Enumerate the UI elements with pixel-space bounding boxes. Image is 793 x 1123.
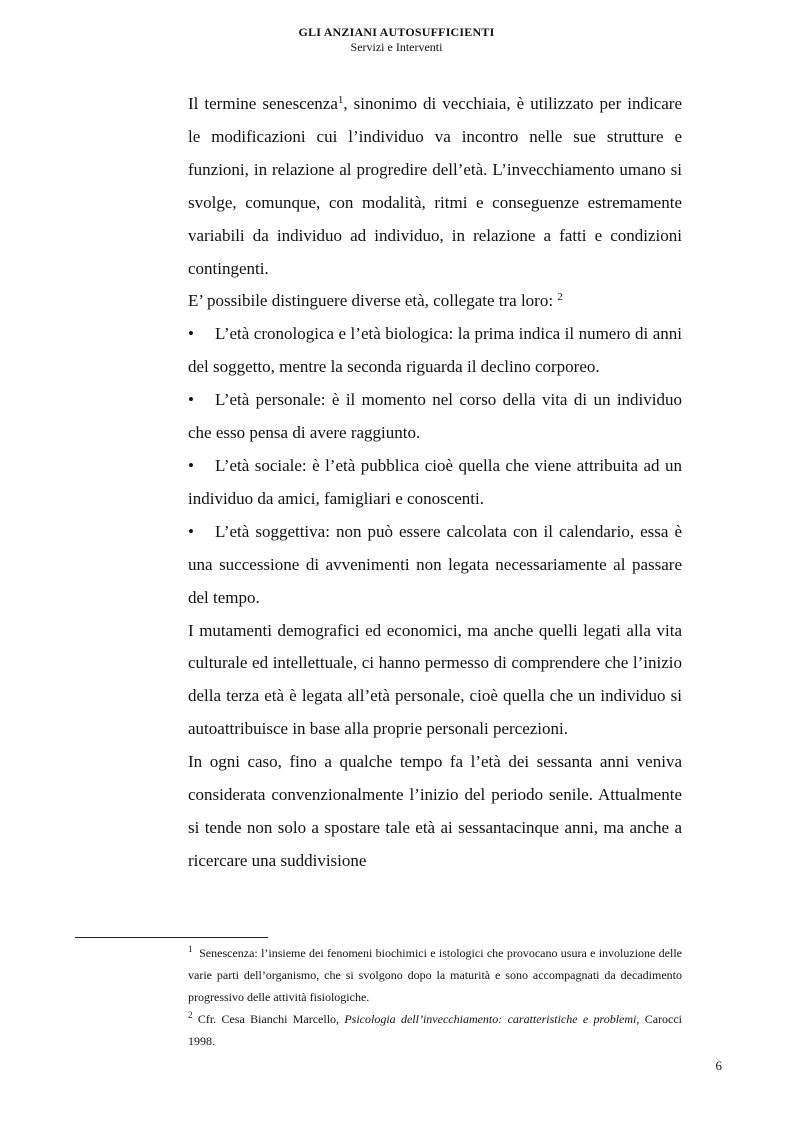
- footnote-book-title: Psicologia dell’invecchiamento: caratteristiche e problemi: [344, 1012, 637, 1026]
- paragraph-sessanta: In ogni caso, fino a qualche tempo fa l’età dei sessanta anni veniva considerata convenzionalmente l’inizio del periodo senile. Attualmente si tende non solo a spostare tale età ai sessantacinque anni, ma anche a ricercare una suddivisione: [188, 752, 682, 870]
- footnote-2: [188, 1008, 682, 1052]
- paragraph-intro-list: [188, 285, 682, 318]
- paragraph-senescenza: [188, 88, 682, 285]
- footnote-ref-1: 1: [337, 94, 344, 106]
- footnote-divider: [75, 937, 268, 938]
- list-item-text: L’età soggettiva: non può essere calcolata con il calendario, essa è una successione di avvenimenti non legata necessariamente al passare del tempo.: [188, 521, 682, 607]
- header-subtitle: Servizi e Interventi: [350, 40, 443, 54]
- footnote-marker: 2: [188, 1010, 193, 1020]
- footnotes: [188, 942, 682, 1052]
- paragraph-text: , sinonimo di vecchiaia, è utilizzato per indicare le modificazioni cui l’individuo va incontro nelle sue strutture e funzioni, in relazione al progredire dell’età. L’invecchiamento umano si svolge, comunque, con modalità, ritmi e conseguenze estremamente variabili da individuo ad individuo, in relazione a fatti e condizioni contingenti.: [188, 94, 682, 278]
- bullet-icon: •: [188, 324, 194, 344]
- footnote-text: , Carocci 1998.: [188, 1012, 683, 1048]
- running-header: [0, 25, 793, 54]
- list-item: [188, 384, 682, 450]
- main-text: [188, 88, 682, 878]
- paragraph-mutamenti: I mutamenti demografici ed economici, ma anche quelli legati alla vita culturale ed intellettuale, ci hanno permesso di comprendere che l’inizio della terza età è legata all’età personale, cioè quella che un individuo si autoattribuisce in base alla proprie personali percezioni.: [188, 620, 682, 739]
- footnote-ref-2: 2: [557, 291, 563, 304]
- list-item-text: L’età personale: è il momento nel corso della vita di un individuo che esso pensa di avere raggiunto.: [188, 390, 682, 443]
- list-item-text: L’età sociale: è l’età pubblica cioè quella che viene attribuita ad un individuo da amici, famigliari e conoscenti.: [188, 455, 682, 508]
- list-item: [188, 516, 682, 615]
- footnote-marker: 1: [188, 944, 193, 954]
- list-item: [188, 450, 682, 516]
- list-item-text: L’età cronologica e l’età biologica: la prima indica il numero di anni del soggetto, mentre la seconda riguarda il declino corporeo.: [188, 324, 682, 377]
- bullet-icon: •: [188, 521, 194, 541]
- footnote-text: Senescenza: l’insieme dei fenomeni biochimici e istologici che provocano usura e involuzione delle varie parti dell’organismo, che si svolgono dopo la maturità e sono accompagnati da decadimento progressivo delle attività fisiologiche.: [188, 946, 682, 1004]
- footnote-1: [188, 942, 682, 1008]
- page-number: 6: [715, 1058, 722, 1073]
- bullet-icon: •: [188, 455, 194, 475]
- paragraph-text: Il termine senescenza: [188, 94, 338, 113]
- paragraph-text: E’ possibile distinguere diverse età, collegate tra loro:: [188, 291, 554, 311]
- header-title: GLI ANZIANI AUTOSUFFICIENTI: [298, 25, 495, 39]
- list-item: [188, 318, 682, 384]
- footnote-text: Cfr. Cesa Bianchi Marcello,: [197, 1012, 345, 1026]
- bullet-icon: •: [188, 390, 194, 410]
